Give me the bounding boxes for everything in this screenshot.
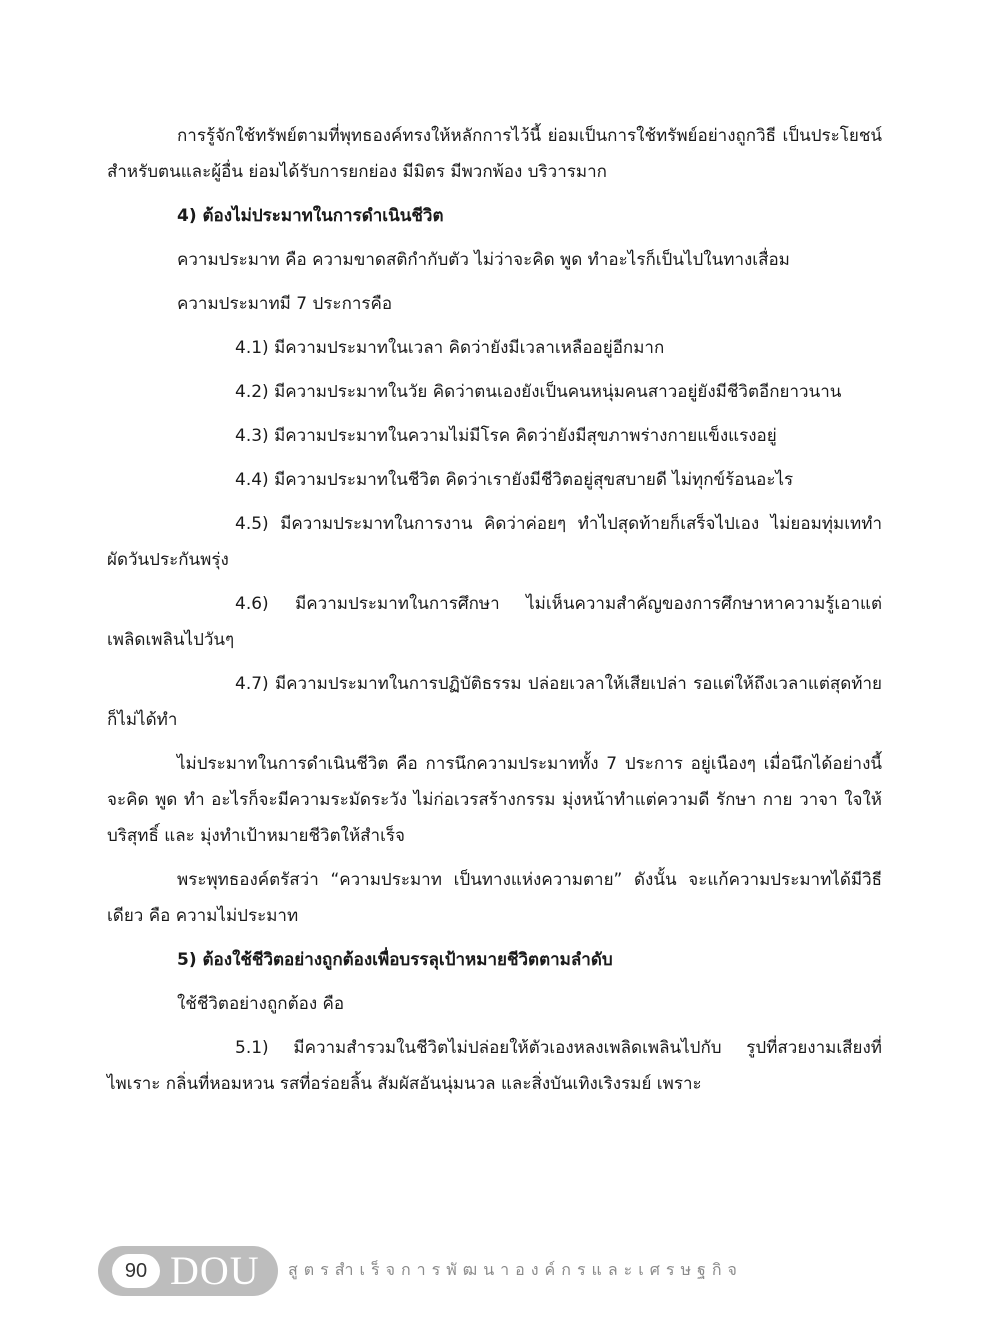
- page-footer: [98, 1246, 918, 1296]
- paragraph-buddha-quote: พระพุทธองค์ตรัสว่า “ความประมาท เป็นทางแห่งความตาย” ดังนั้น จะแก้ความประมาทได้มีวิธีเดียว คือ ความไม่ประมาท: [107, 870, 882, 926]
- footer-badge: [98, 1246, 278, 1296]
- book-title: สูตรสำเร็จการพัฒนาองค์กรและเศรษฐกิจ: [288, 1260, 743, 1279]
- dou-logo: DOU: [170, 1248, 260, 1293]
- heading-section-4: 4) ต้องไม่ประมาทในการดำเนินชีวิต: [177, 206, 444, 226]
- list-item-4-4: 4.4) มีความประมาทในชีวิต คิดว่าเรายังมีชีวิตอยู่สุขสบายดี ไม่ทุกข์ร้อนอะไร: [235, 470, 794, 490]
- list-item-4-2: 4.2) มีความประมาทในวัย คิดว่าตนเองยังเป็นคนหนุ่มคนสาวอยู่ยังมีชีวิตอีกยาวนาน: [235, 382, 842, 402]
- list-item-4-3: 4.3) มีความประมาทในความไม่มีโรค คิดว่ายังมีสุขภาพร่างกายแข็งแรงอยู่: [235, 426, 777, 446]
- paragraph-right-living: ใช้ชีวิตอย่างถูกต้อง คือ: [177, 994, 345, 1014]
- list-item-4-1: 4.1) มีความประมาทในเวลา คิดว่ายังมีเวลาเหลืออยู่อีกมาก: [235, 338, 665, 358]
- page-number: 90: [112, 1254, 160, 1288]
- heading-section-5: 5) ต้องใช้ชีวิตอย่างถูกต้องเพื่อบรรลุเป้าหมายชีวิตตามลำดับ: [177, 950, 613, 970]
- list-item-4-6: 4.6) มีความประมาทในการศึกษา ไม่เห็นความสำคัญของการศึกษาหาความรู้เอาแต่เพลิดเพลินไปวันๆ: [107, 594, 882, 650]
- list-item-4-7: 4.7) มีความประมาทในการปฏิบัติธรรม ปล่อยเวลาให้เสียเปล่า รอแต่ให้ถึงเวลาแต่สุดท้ายก็ไม่ได้ทำ: [107, 674, 882, 730]
- page-body: [107, 118, 882, 1110]
- list-item-5-1: 5.1) มีความสำรวมในชีวิตไม่ปล่อยให้ตัวเองหลงเพลิดเพลินไปกับ รูปที่สวยงามเสียงที่ไพเราะ กลิ่นที่หอมหวน รสที่อร่อยลิ้น สัมผัสอันนุ่มนวล และสิ่งบันเทิงเริงรมย์ เพราะ: [107, 1038, 882, 1094]
- list-item-4-5: 4.5) มีความประมาทในการงาน คิดว่าค่อยๆ ทำไปสุดท้ายก็เสร็จไปเอง ไม่ยอมทุ่มเททำ ผัดวันประกันพรุ่ง: [107, 514, 882, 570]
- paragraph-wealth-usage: การรู้จักใช้ทรัพย์ตามที่พุทธองค์ทรงให้หลักการไว้นี้ ย่อมเป็นการใช้ทรัพย์อย่างถูกวิธี เป็นประโยชน์สำหรับตนและผู้อื่น ย่อมได้รับการยกย่อง มีมิตร มีพวกพ้อง บริวารมาก: [107, 126, 882, 182]
- paragraph-heedfulness: ไม่ประมาทในการดำเนินชีวิต คือ การนึกความประมาททั้ง 7 ประการ อยู่เนืองๆ เมื่อนึกได้อย่างนี้ จะคิด พูด ทำ อะไรก็จะมีความระมัดระวัง ไม่ก่อเวรสร้างกรรม มุ่งหน้าทำแต่ความดี รักษา กาย วาจา ใจให้บริสุทธิ์ และ มุ่งทำเป้าหมายชีวิตให้สำเร็จ: [107, 754, 882, 846]
- paragraph-carelessness-definition: ความประมาท คือ ความขาดสติกำกับตัว ไม่ว่าจะคิด พูด ทำอะไรก็เป็นไปในทางเสื่อม: [177, 250, 790, 270]
- paragraph-carelessness-count: ความประมาทมี 7 ประการคือ: [177, 294, 393, 314]
